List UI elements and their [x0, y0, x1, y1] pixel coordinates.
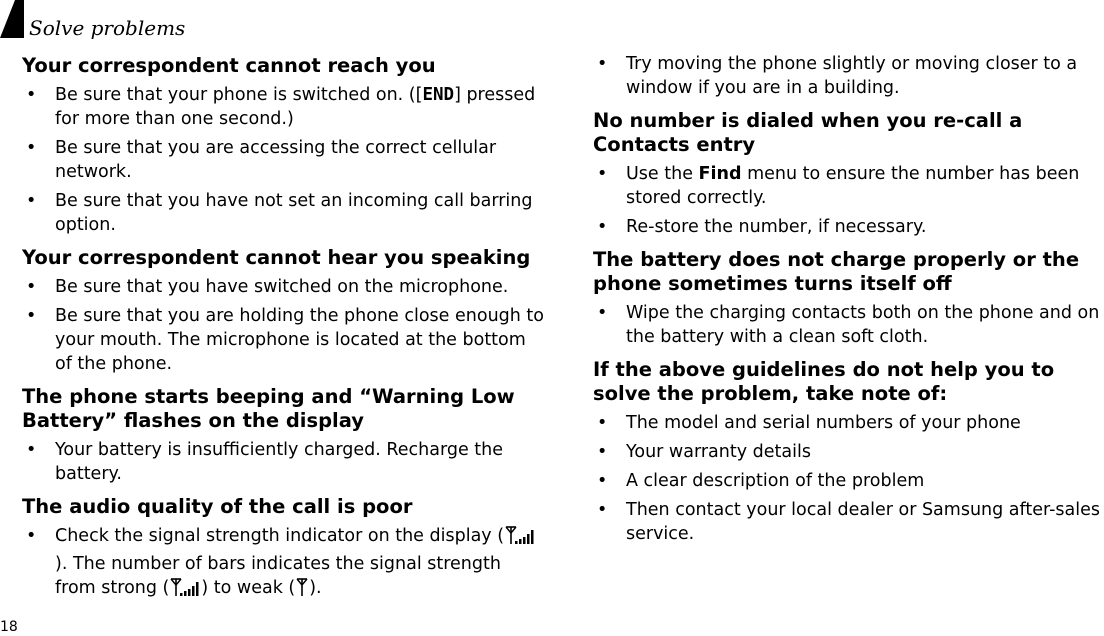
bullet-list	[22, 275, 544, 376]
list-item-text: Re-store the number, if necessary.	[626, 217, 927, 237]
list-item-text: Be sure that you have switched on the microphone.	[55, 277, 509, 297]
list-item-text: ) to weak (	[201, 578, 296, 598]
bullet-list	[593, 52, 1104, 100]
list-item-text: ] pressed for more than one second.)	[55, 85, 536, 129]
bullet-list	[593, 301, 1104, 349]
section-heading: Your correspondent cannot reach you	[22, 54, 436, 77]
list-item	[593, 162, 1104, 210]
list-item-text: menu to ensure the number has been stored correctly.	[626, 164, 1080, 208]
list-item	[593, 498, 1104, 546]
section-battery-charge	[593, 248, 1104, 349]
list-item	[22, 189, 544, 237]
bullet-list	[593, 411, 1104, 546]
bullet-glyph: •	[26, 85, 37, 105]
bullet-glyph: •	[597, 164, 608, 184]
section-heading: The phone starts beeping and “Warning Low Battery” flashes on the display	[22, 385, 515, 432]
list-item	[22, 438, 544, 486]
bullet-glyph: •	[26, 138, 37, 158]
section-cannot-hear	[22, 246, 544, 376]
bullet-glyph: •	[26, 306, 37, 326]
list-item-text: Check the signal strength indicator on the display (	[55, 526, 505, 546]
bullet-list	[22, 524, 544, 604]
signal-strength-weak-icon	[295, 577, 309, 604]
section-low-battery	[22, 385, 544, 486]
list-item-text: Your warranty details	[626, 442, 811, 462]
section-heading: If the above guidelines do not help you to solve the problem, take note of:	[593, 358, 1055, 405]
list-item	[22, 275, 544, 299]
signal-strength-full-icon	[504, 525, 536, 552]
section-no-number-dialed	[593, 109, 1104, 239]
bullet-glyph: •	[597, 413, 608, 433]
list-item	[22, 304, 544, 376]
section-continued	[593, 52, 1104, 100]
signal-strength-full-icon	[169, 577, 201, 604]
page-number: 18	[0, 619, 18, 635]
bullet-glyph: •	[597, 217, 608, 237]
list-item-text: Try moving the phone slightly or moving closer to a window if you are in a building.	[626, 54, 1078, 98]
list-item	[593, 440, 1104, 464]
bullet-glyph: •	[26, 440, 37, 460]
section-heading: No number is dialed when you re-call a Contacts entry	[593, 109, 1023, 156]
bullet-glyph: •	[26, 191, 37, 211]
list-item-text: Use the	[626, 164, 699, 184]
list-item-text: Wipe the charging contacts both on the phone and on the battery with a clean soft cloth.	[626, 303, 1100, 347]
list-item-text: Be sure that you are accessing the correct cellular network.	[55, 138, 497, 182]
section-heading: Your correspondent cannot hear you speaking	[22, 246, 531, 269]
list-item	[593, 215, 1104, 239]
list-item	[22, 83, 544, 131]
left-column	[22, 52, 544, 613]
list-item-text: Your battery is insufficiently charged. Recharge the battery.	[55, 440, 504, 484]
bullet-glyph: •	[26, 277, 37, 297]
bullet-list	[22, 438, 544, 486]
list-item	[22, 524, 544, 604]
list-item-text: ).	[309, 578, 322, 598]
list-item	[593, 52, 1104, 100]
section-audio-quality	[22, 495, 544, 604]
section-heading: The audio quality of the call is poor	[22, 495, 413, 518]
bullet-list	[22, 83, 544, 237]
end-key-label: END	[422, 85, 455, 105]
section-heading: The battery does not charge properly or the phone sometimes turns itself off	[593, 248, 1080, 295]
list-item-text: The model and serial numbers of your phone	[626, 413, 1021, 433]
bullet-glyph: •	[597, 500, 608, 520]
bullet-glyph: •	[597, 471, 608, 491]
header-tab-shape	[0, 0, 24, 38]
list-item-text: Be sure that you are holding the phone close enough to your mouth. The microphone is located at the bottom of the phone.	[55, 306, 544, 374]
list-item-text: ). The number of bars indicates the signal strength from strong (	[55, 554, 501, 598]
list-item	[593, 411, 1104, 435]
bullet-list	[593, 162, 1104, 239]
right-column	[593, 52, 1104, 555]
page-header-title: Solve problems	[29, 16, 186, 40]
bullet-glyph: •	[597, 303, 608, 323]
list-item	[593, 301, 1104, 349]
section-take-note	[593, 358, 1104, 546]
list-item	[22, 136, 544, 184]
section-cannot-reach	[22, 54, 544, 237]
find-menu-label: Find	[698, 164, 742, 184]
list-item	[593, 469, 1104, 493]
bullet-glyph: •	[26, 526, 37, 546]
bullet-glyph: •	[597, 442, 608, 462]
list-item-text: Be sure that your phone is switched on. ([	[55, 85, 423, 105]
list-item-text: Then contact your local dealer or Samsung after-sales service.	[626, 500, 1100, 544]
bullet-glyph: •	[597, 54, 608, 74]
list-item-text: A clear description of the problem	[626, 471, 925, 491]
list-item-text: Be sure that you have not set an incoming call barring option.	[55, 191, 533, 235]
